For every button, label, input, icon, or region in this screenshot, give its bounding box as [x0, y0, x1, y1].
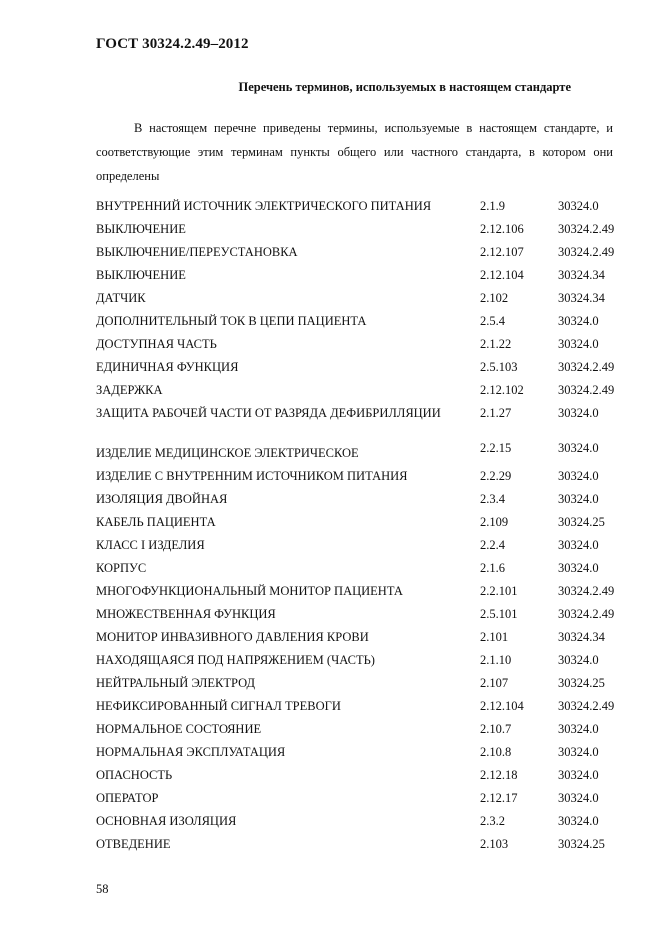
term-standard: 30324.25	[558, 676, 605, 690]
term-standard: 30324.2.49	[558, 584, 615, 598]
term-row	[96, 722, 626, 745]
term-clause: 2.3.4	[480, 492, 505, 506]
document-title: ГОСТ 30324.2.49–2012	[96, 36, 249, 52]
term-name: ОПАСНОСТЬ	[96, 768, 173, 782]
term-name: ЗАЩИТА РАБОЧЕЙ ЧАСТИ ОТ РАЗРЯДА ДЕФИБРИЛЛЯЦИИ	[96, 406, 441, 420]
term-standard: 30324.0	[558, 469, 599, 483]
term-row	[96, 630, 626, 653]
term-clause: 2.1.6	[480, 561, 505, 575]
term-name: КОРПУС	[96, 561, 147, 575]
term-standard: 30324.0	[558, 814, 599, 828]
terms-list	[96, 199, 626, 860]
term-name: ИЗДЕЛИЕ МЕДИЦИНСКОЕ ЭЛЕКТРИЧЕСКОЕ	[96, 446, 359, 460]
term-name: ОСНОВНАЯ ИЗОЛЯЦИЯ	[96, 814, 237, 828]
term-row	[96, 538, 626, 561]
term-row	[96, 561, 626, 584]
term-name: ЕДИНИЧНАЯ ФУНКЦИЯ	[96, 360, 239, 374]
term-name: НЕЙТРАЛЬНЫЙ ЭЛЕКТРОД	[96, 676, 256, 690]
term-clause: 2.101	[480, 630, 509, 644]
term-name: ДОСТУПНАЯ ЧАСТЬ	[96, 337, 217, 351]
term-row	[96, 837, 626, 860]
term-name: ОПЕРАТОР	[96, 791, 159, 805]
term-row	[96, 337, 626, 360]
term-standard: 30324.0	[558, 722, 599, 736]
term-name: НЕФИКСИРОВАННЫЙ СИГНАЛ ТРЕВОГИ	[96, 699, 341, 713]
term-name: ДАТЧИК	[96, 291, 146, 305]
term-row	[96, 199, 626, 222]
term-clause: 2.10.8	[480, 745, 512, 759]
term-standard: 30324.0	[558, 492, 599, 506]
term-clause: 2.1.10	[480, 653, 512, 667]
term-standard: 30324.2.49	[558, 360, 615, 374]
term-standard: 30324.0	[558, 561, 599, 575]
section-heading: Перечень терминов, используемых в настоящем стандарте	[238, 80, 571, 94]
intro-paragraph: В настоящем перечне приведены термины, используемые в настоящем стандарте, и соответствующие этим терминам пункты общего или частного стандарта, в котором они определены	[96, 121, 613, 183]
term-clause: 2.12.106	[480, 222, 524, 236]
term-row	[96, 676, 626, 699]
term-standard: 30324.25	[558, 837, 605, 851]
page-number: 58	[96, 882, 109, 896]
term-clause: 2.107	[480, 676, 509, 690]
term-name: МНОГОФУНКЦИОНАЛЬНЫЙ МОНИТОР ПАЦИЕНТА	[96, 584, 403, 598]
term-name: ВНУТРЕННИЙ ИСТОЧНИК ЭЛЕКТРИЧЕСКОГО ПИТАНИЯ	[96, 199, 432, 213]
term-row	[96, 768, 626, 791]
term-clause: 2.12.104	[480, 268, 524, 282]
term-name: ОТВЕДЕНИЕ	[96, 837, 171, 851]
term-row	[96, 469, 626, 492]
term-row	[96, 607, 626, 630]
term-clause: 2.109	[480, 515, 509, 529]
term-standard: 30324.0	[558, 768, 599, 782]
term-row	[96, 245, 626, 268]
term-name: МНОЖЕСТВЕННАЯ ФУНКЦИЯ	[96, 607, 276, 621]
term-clause: 2.3.2	[480, 814, 505, 828]
term-standard: 30324.0	[558, 745, 599, 759]
term-name: КЛАСС I ИЗДЕЛИЯ	[96, 538, 205, 552]
term-standard: 30324.34	[558, 630, 605, 644]
term-name: ИЗОЛЯЦИЯ ДВОЙНАЯ	[96, 492, 228, 506]
term-row	[96, 814, 626, 837]
term-standard: 30324.0	[558, 314, 599, 328]
term-row	[96, 314, 626, 337]
term-clause: 2.2.101	[480, 584, 518, 598]
term-standard: 30324.0	[558, 653, 599, 667]
term-name: ИЗДЕЛИЕ С ВНУТРЕННИМ ИСТОЧНИКОМ ПИТАНИЯ	[96, 469, 408, 483]
term-standard: 30324.25	[558, 515, 605, 529]
term-name: ВЫКЛЮЧЕНИЕ/ПЕРЕУСТАНОВКА	[96, 245, 298, 259]
term-standard: 30324.34	[558, 291, 605, 305]
term-name: МОНИТОР ИНВАЗИВНОГО ДАВЛЕНИЯ КРОВИ	[96, 630, 369, 644]
term-row	[96, 360, 626, 383]
term-standard: 30324.0	[558, 337, 599, 351]
term-clause: 2.10.7	[480, 722, 512, 736]
term-row	[96, 291, 626, 314]
term-name: НАХОДЯЩАЯСЯ ПОД НАПРЯЖЕНИЕМ (ЧАСТЬ)	[96, 653, 375, 667]
term-clause: 2.2.4	[480, 538, 505, 552]
term-name: КАБЕЛЬ ПАЦИЕНТА	[96, 515, 216, 529]
term-name: НОРМАЛЬНОЕ СОСТОЯНИЕ	[96, 722, 262, 736]
term-clause: 2.5.4	[480, 314, 505, 328]
term-standard: 30324.0	[558, 199, 599, 213]
term-row	[96, 791, 626, 814]
term-row	[96, 699, 626, 722]
term-row	[96, 745, 626, 768]
term-standard: 30324.0	[558, 441, 599, 455]
term-clause: 2.12.104	[480, 699, 524, 713]
term-clause: 2.1.27	[480, 406, 512, 420]
term-name: ДОПОЛНИТЕЛЬНЫЙ ТОК В ЦЕПИ ПАЦИЕНТА	[96, 314, 367, 328]
term-row	[96, 222, 626, 245]
term-standard: 30324.2.49	[558, 245, 615, 259]
term-clause: 2.5.103	[480, 360, 518, 374]
term-row	[96, 584, 626, 607]
term-standard: 30324.0	[558, 406, 599, 420]
term-name: НОРМАЛЬНАЯ ЭКСПЛУАТАЦИЯ	[96, 745, 286, 759]
term-row	[96, 492, 626, 515]
term-clause: 2.12.17	[480, 791, 518, 805]
term-clause: 2.12.18	[480, 768, 518, 782]
term-clause: 2.103	[480, 837, 509, 851]
term-standard: 30324.2.49	[558, 222, 615, 236]
term-name: ВЫКЛЮЧЕНИЕ	[96, 268, 186, 282]
term-row	[96, 653, 626, 676]
term-row	[96, 515, 626, 538]
term-standard: 30324.2.49	[558, 607, 615, 621]
term-clause: 2.1.22	[480, 337, 512, 351]
term-clause: 2.12.107	[480, 245, 524, 259]
term-standard: 30324.2.49	[558, 699, 615, 713]
term-standard: 30324.34	[558, 268, 605, 282]
term-standard: 30324.0	[558, 791, 599, 805]
term-standard: 30324.2.49	[558, 383, 615, 397]
term-clause: 2.102	[480, 291, 509, 305]
term-name: ЗАДЕРЖКА	[96, 383, 163, 397]
term-row	[96, 383, 626, 406]
term-row	[96, 268, 626, 291]
term-clause: 2.2.29	[480, 469, 512, 483]
term-row	[96, 406, 626, 446]
term-standard: 30324.0	[558, 538, 599, 552]
term-clause: 2.5.101	[480, 607, 518, 621]
term-name: ВЫКЛЮЧЕНИЕ	[96, 222, 186, 236]
term-clause: 2.1.9	[480, 199, 505, 213]
term-clause: 2.2.15	[480, 441, 512, 455]
term-row	[96, 441, 626, 469]
term-clause: 2.12.102	[480, 383, 524, 397]
